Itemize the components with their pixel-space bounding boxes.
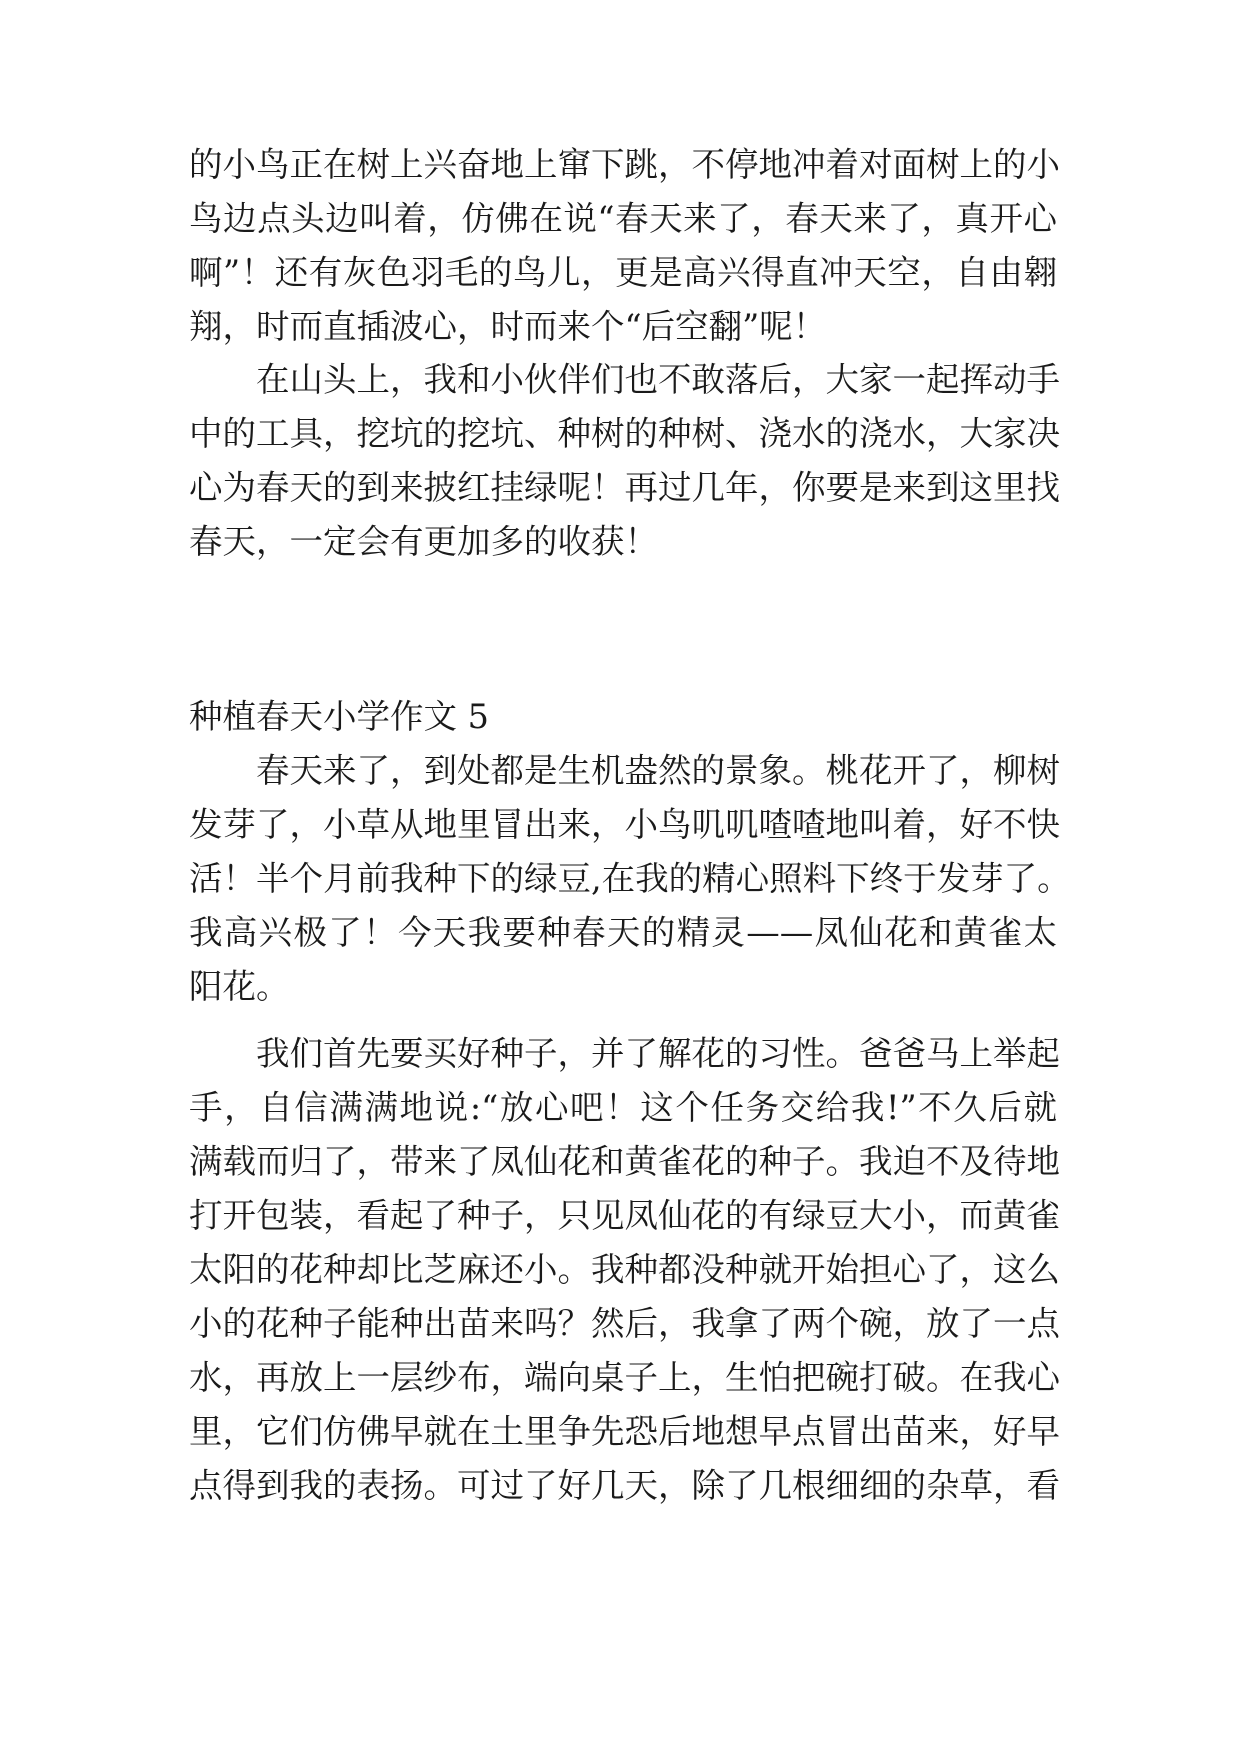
text-line: 心为春天的到来披红挂绿呢！再过几年，你要是来到这里找 [189, 468, 1060, 507]
text-line: 我高兴极了！今天我要种春天的精灵——凤仙花和黄雀太 [189, 913, 1057, 952]
text-line: 打开包装，看起了种子，只见凤仙花的有绿豆大小，而黄雀 [189, 1196, 1060, 1235]
paragraph-first-line: 春天来了，到处都是生机盎然的景象。桃花开了，柳树 [256, 751, 1060, 790]
text-line: 点得到我的表扬。可过了好几天，除了几根细细的杂草，看 [189, 1466, 1060, 1505]
text-line: 啊”！还有灰色羽毛的鸟儿，更是高兴得直冲天空，自由翱 [189, 253, 1057, 292]
text-line: 小的花种子能种出苗来吗？然后，我拿了两个碗，放了一点 [189, 1304, 1060, 1343]
text-line: 阳花。 [189, 967, 290, 1006]
text-line: 手，自信满满地说:“放心吧！这个任务交给我!”不久后就 [189, 1088, 1057, 1127]
text-line: 的小鸟正在树上兴奋地上窜下跳，不停地冲着对面树上的小 [189, 145, 1060, 184]
text-line: 水，再放上一层纱布，端向桌子上，生怕把碗打破。在我心 [189, 1358, 1060, 1397]
text-line: 活！半个月前我种下的绿豆,在我的精心照料下终于发芽了。 [189, 859, 1071, 898]
text-line: 发芽了，小草从地里冒出来，小鸟叽叽喳喳地叫着，好不快 [189, 805, 1060, 844]
text-line: 满载而归了，带来了凤仙花和黄雀花的种子。我迫不及待地 [189, 1142, 1060, 1181]
text-line: 太阳的花种却比芝麻还小。我种都没种就开始担心了，这么 [189, 1250, 1060, 1289]
section-heading: 种植春天小学作文 5 [189, 697, 489, 736]
text-line: 翔，时而直插波心，时而来个“后空翻”呢！ [189, 307, 827, 346]
text-line: 里，它们仿佛早就在土里争先恐后地想早点冒出苗来，好早 [189, 1412, 1060, 1451]
text-line: 鸟边点头边叫着，仿佛在说“春天来了，春天来了，真开心 [189, 199, 1057, 238]
paragraph-first-line: 在山头上，我和小伙伴们也不敢落后，大家一起挥动手 [256, 360, 1060, 399]
text-line: 春天，一定会有更加多的收获！ [189, 522, 658, 561]
paragraph-first-line: 我们首先要买好种子，并了解花的习性。爸爸马上举起 [256, 1034, 1060, 1073]
text-line: 中的工具，挖坑的挖坑、种树的种树、浇水的浇水，大家决 [189, 414, 1060, 453]
